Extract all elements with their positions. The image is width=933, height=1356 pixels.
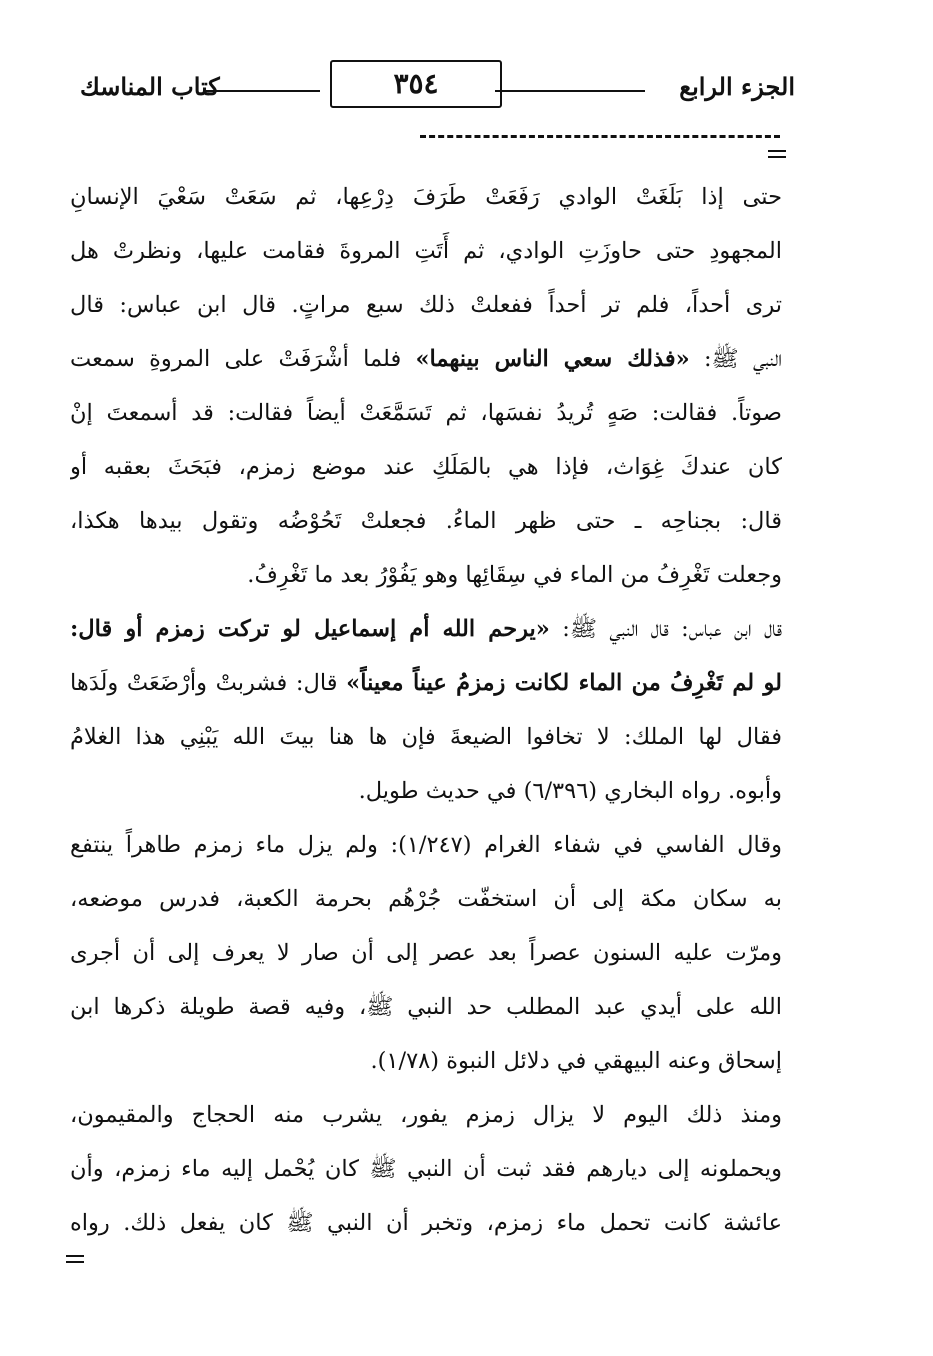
text-plain: قال ابن عباس: قال النبي ﷺ: xyxy=(549,616,782,642)
text-line: ومرّت عليه السنون عصراً بعد عصر إلى أن صار لا يعرف إلى أن أجرى xyxy=(70,940,782,966)
text-line: وجعلت تَغْرِفُ من الماء في سِقَائِها وهو يَفُوْرُ بعد ما تَغْرِفُ. xyxy=(247,562,782,588)
footnote-marker-top xyxy=(768,150,786,160)
book-title: كتاب المناسك xyxy=(80,72,220,101)
text-line: عائشة كانت تحمل ماء زمزم، وتخبر أن النبي ﷺ كان يفعل ذلك. رواه xyxy=(70,1210,782,1236)
text-line: إسحاق وعنه البيهقي في دلائل النبوة (١/٧٨). xyxy=(370,1048,782,1074)
text-line: قال: بجناحِه ـ حتى ظهر الماءُ. فجعلتْ تَحُوْضُه وتقول بيدها هكذا، xyxy=(70,508,782,534)
text-line: ومنذ ذلك اليوم لا يزال زمزم يفور، يشرب منه الحجاج والمقيمون، xyxy=(70,1102,782,1128)
hadith-quote: «فذلك سعي الناس بينهما» xyxy=(415,346,690,372)
header-rule-right xyxy=(495,90,645,92)
page-number: ٣٥٤ xyxy=(330,60,502,108)
text-line xyxy=(70,332,782,386)
text-line: كان عندكَ غِوَاث، فإذا هي بالمَلَكِ عند موضع زمزم، فبَحَثَ بعقبه أو xyxy=(70,454,782,480)
text-line: المجهودِ حتى حاوزَتِ الوادي، ثم أَتَتِ المروةَ فقامت عليها، ونظرتْ هل xyxy=(70,238,782,264)
header-rule-left xyxy=(205,90,320,92)
text-plain: النبي ﷺ: xyxy=(689,346,782,372)
hadith-quote: لو لم تَغْرِفُ من الماء لكانت زمزمُ عيناً معيناً» xyxy=(346,670,782,696)
text-plain: فلما أشْرَفَتْ على المروةِ سمعت xyxy=(70,346,416,372)
text-line: وقال الفاسي في شفاء الغرام (١/٢٤٧): ولم يزل ماء زمزم طاهراً ينتفع xyxy=(70,832,782,858)
header-dashed-divider xyxy=(420,135,780,138)
body-text xyxy=(70,170,782,1250)
text-line: فقال لها الملك: لا تخافوا الضيعةَ فإن ها هنا بيتَ الله يَبْنِي هذا الغلامُ xyxy=(70,724,782,750)
volume-title: الجزء الرابع xyxy=(679,72,795,101)
text-line: به سكان مكة إلى أن استخفّت جُرْهُم بحرمة الكعبة، فدرس موضعه، xyxy=(70,886,782,912)
text-line: ترى أحداً، فلم تر أحداً ففعلتْ ذلك سبع مراتٍ. قال ابن عباس: قال xyxy=(70,292,782,318)
text-line: وأبوه. رواه البخاري (٦/٣٩٦) في حديث طويل. xyxy=(358,778,782,804)
text-line: صوتاً. فقالت: صَهٍ تُريدُ نفسَها، ثم تَسَمَّعَتْ أيضاً فقالت: قد أسمعتَ إنْ xyxy=(70,400,782,426)
page-header xyxy=(80,60,795,112)
text-line: ويحملونه إلى ديارهم فقد ثبت أن النبي ﷺ كان يُحْمل إليه ماء زمزم، وأن xyxy=(70,1156,782,1182)
hadith-quote: «يرحم الله أم إسماعيل لو تركت زمزم أو قال: xyxy=(70,616,550,642)
text-plain: قال: فشربتْ وأرْضَعَتْ ولَدَها xyxy=(70,670,347,696)
text-line xyxy=(70,602,782,656)
text-line: حتى إذا بَلَغَتْ الوادي رَفَعَتْ طَرَفَ دِرْعِها، ثم سَعَتْ سَعْيَ الإنسانِ xyxy=(70,184,782,210)
text-line: الله على أيدي عبد المطلب حد النبي ﷺ، وفيه قصة طويلة ذكرها ابن xyxy=(70,994,782,1020)
footnote-marker-bottom xyxy=(66,1255,84,1265)
text-line xyxy=(70,656,782,710)
